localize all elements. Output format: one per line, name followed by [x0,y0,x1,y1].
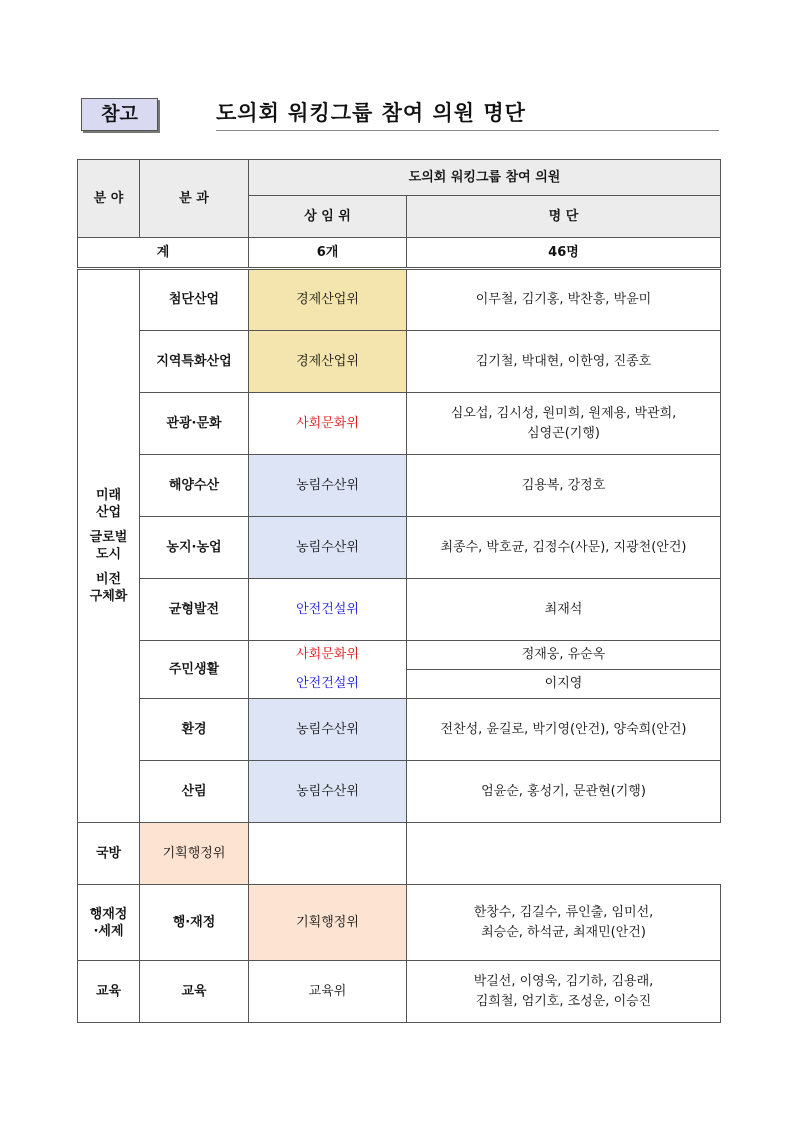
reference-tag: 참고 [81,98,158,131]
title-underline [216,130,719,131]
field-future-industry: 미래 산업 글로벌 도시 비전 구체화 [78,269,140,823]
table-row [78,393,721,455]
header-group: 도의회 워킹그룹 참여 의원 [249,160,721,196]
division-cell: 환경 [140,699,249,761]
committee-cell: 안전건설위 [249,579,407,641]
field-education: 교육 [78,961,140,1023]
page-header [79,98,719,132]
header-division: 분 과 [140,160,249,238]
table-row [78,823,721,885]
committee-cell: 기획행정위 [140,823,249,885]
header-field: 분 야 [78,160,140,238]
committee-cell: 안전건설위 [249,670,407,699]
table-row [78,699,721,761]
members-cell: 전찬성, 윤길로, 박기영(안건), 양숙희(안건) [407,699,721,761]
committee-cell: 경제산업위 [249,331,407,393]
committee-cell: 농림수산위 [249,761,407,823]
division-cell: 행·재정 [140,885,249,961]
committee-cell: 사회문화위 [249,393,407,455]
members-cell [249,823,407,885]
committee-cell: 기획행정위 [249,885,407,961]
division-cell: 산림 [140,761,249,823]
field-admin-finance: 행재정 ·세제 [78,885,140,961]
members-cell: 정재웅, 유순옥 [407,641,721,670]
committee-cell: 농림수산위 [249,455,407,517]
table-row [78,885,721,961]
table-row [78,579,721,641]
division-cell: 지역특화산업 [140,331,249,393]
table-row [78,331,721,393]
members-cell: 엄윤순, 홍성기, 문관현(기행) [407,761,721,823]
table-row [78,269,721,331]
division-cell: 농지·농업 [140,517,249,579]
division-cell: 교육 [140,961,249,1023]
members-cell: 박길선, 이영욱, 김기하, 김용래, 김희철, 엄기호, 조성운, 이승진 [407,961,721,1023]
committee-cell: 농림수산위 [249,517,407,579]
committee-cell: 사회문화위 [249,641,407,670]
members-cell: 이지영 [407,670,721,699]
members-cell: 김기철, 박대현, 이한영, 진종호 [407,331,721,393]
committee-cell: 농림수산위 [249,699,407,761]
header-members: 명 단 [407,196,721,238]
members-cell: 이무철, 김기홍, 박찬흥, 박윤미 [407,269,721,331]
division-cell: 균형발전 [140,579,249,641]
table-row [78,961,721,1023]
header-committee: 상 임 위 [249,196,407,238]
members-cell: 김용복, 강정호 [407,455,721,517]
committee-cell: 경제산업위 [249,269,407,331]
division-cell: 첨단산업 [140,269,249,331]
page-title: 도의회 워킹그룹 참여 의원 명단 [216,101,526,125]
division-cell: 해양수산 [140,455,249,517]
division-cell: 국방 [78,823,140,885]
members-cell: 최재석 [407,579,721,641]
table-row [78,517,721,579]
table-row [78,641,721,670]
members-cell: 최종수, 박호균, 김정수(사문), 지광천(안건) [407,517,721,579]
members-cell: 한창수, 김길수, 류인출, 임미선, 최승순, 하석균, 최재민(안건) [407,885,721,961]
table-row [78,455,721,517]
committee-cell: 교육위 [249,961,407,1023]
members-cell: 심오섭, 김시성, 원미희, 원제용, 박관희, 심영곤(기행) [407,393,721,455]
total-label: 계 [78,238,249,269]
total-committees: 6개 [249,238,407,269]
total-members: 46명 [407,238,721,269]
table-row [78,761,721,823]
division-cell: 주민생활 [140,641,249,699]
members-table [77,159,721,1023]
division-cell: 관광·문화 [140,393,249,455]
